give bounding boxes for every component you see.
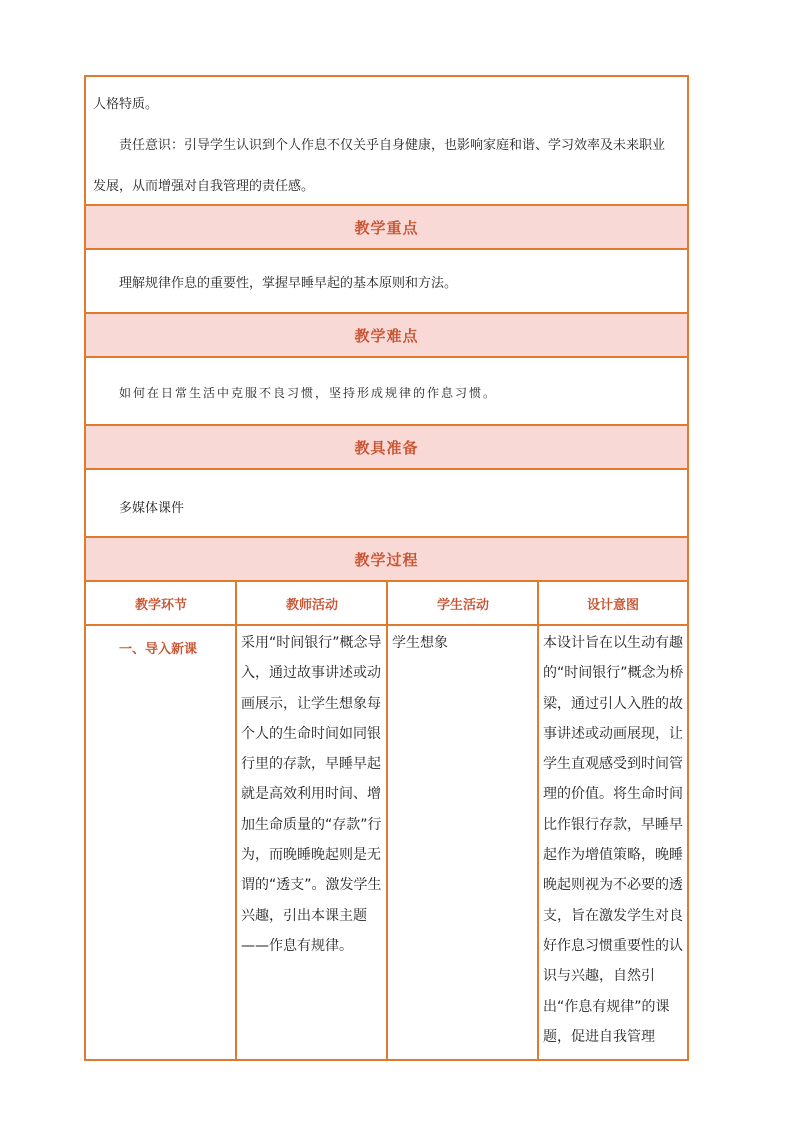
objectives-section (86, 77, 687, 204)
column-header-intent: 设计意图 (586, 597, 639, 613)
column-header-stage: 教学环节 (134, 597, 187, 613)
lesson-plan-table (84, 75, 689, 1061)
materials-text: 多媒体课件 (119, 501, 185, 516)
process-column-headers (86, 580, 687, 624)
column-header-teacher: 教师活动 (285, 597, 338, 613)
objectives-line-3: 发展，从而增强对自我管理的责任感。 (93, 179, 315, 194)
key-points-text: 理解规律作息的重要性，掌握早睡早起的基本原则和方法。 (119, 276, 458, 291)
column-header-student: 学生活动 (436, 597, 489, 613)
key-points-title: 教学重点 (354, 218, 419, 237)
materials-title: 教具准备 (354, 438, 419, 457)
difficulties-body (86, 356, 687, 424)
difficulties-text: 如何在日常生活中克服不良习惯，坚持形成规律的作息习惯。 (119, 386, 498, 400)
student-activity: 学生想象 (392, 635, 448, 651)
objectives-line-1: 人格特质。 (93, 97, 159, 112)
materials-body (86, 468, 687, 536)
difficulties-header (86, 312, 687, 356)
difficulties-title: 教学难点 (354, 326, 419, 345)
objectives-line-2: 责任意识：引导学生认识到个人作息不仅关乎自身健康，也影响家庭和谐、学习效率及未来职业 (119, 138, 666, 153)
process-header (86, 536, 687, 580)
design-intent: 本设计旨在以生动有趣的“时间银行”概念为桥梁，通过引人入胜的故事讲述或动画展现，让学生直观感受到时间管理的价值。将生命时间比作银行存款，早睡早起作为增值策略，晚睡晚起则视为不必要的透支，旨在激发学生对良好作息习惯重要性的认识与兴趣，自然引出“作息有规律”的课题，促进自我管理 (543, 635, 684, 1045)
process-title: 教学过程 (354, 550, 419, 569)
key-points-body (86, 248, 687, 312)
key-points-header (86, 204, 687, 248)
materials-header (86, 424, 687, 468)
teacher-activity: 采用“时间银行”概念导入，通过故事讲述或动画展示，让学生想象每个人的生命时间如同银行里的存款，早睡早起就是高效利用时间、增加生命质量的“存款”行为，而晚睡晚起则是无谓的“透支”。激发学生兴趣，引出本课主题——作息有规律。 (241, 635, 382, 954)
stage-label: 一、导入新课 (119, 642, 198, 657)
table-row (86, 624, 687, 1061)
